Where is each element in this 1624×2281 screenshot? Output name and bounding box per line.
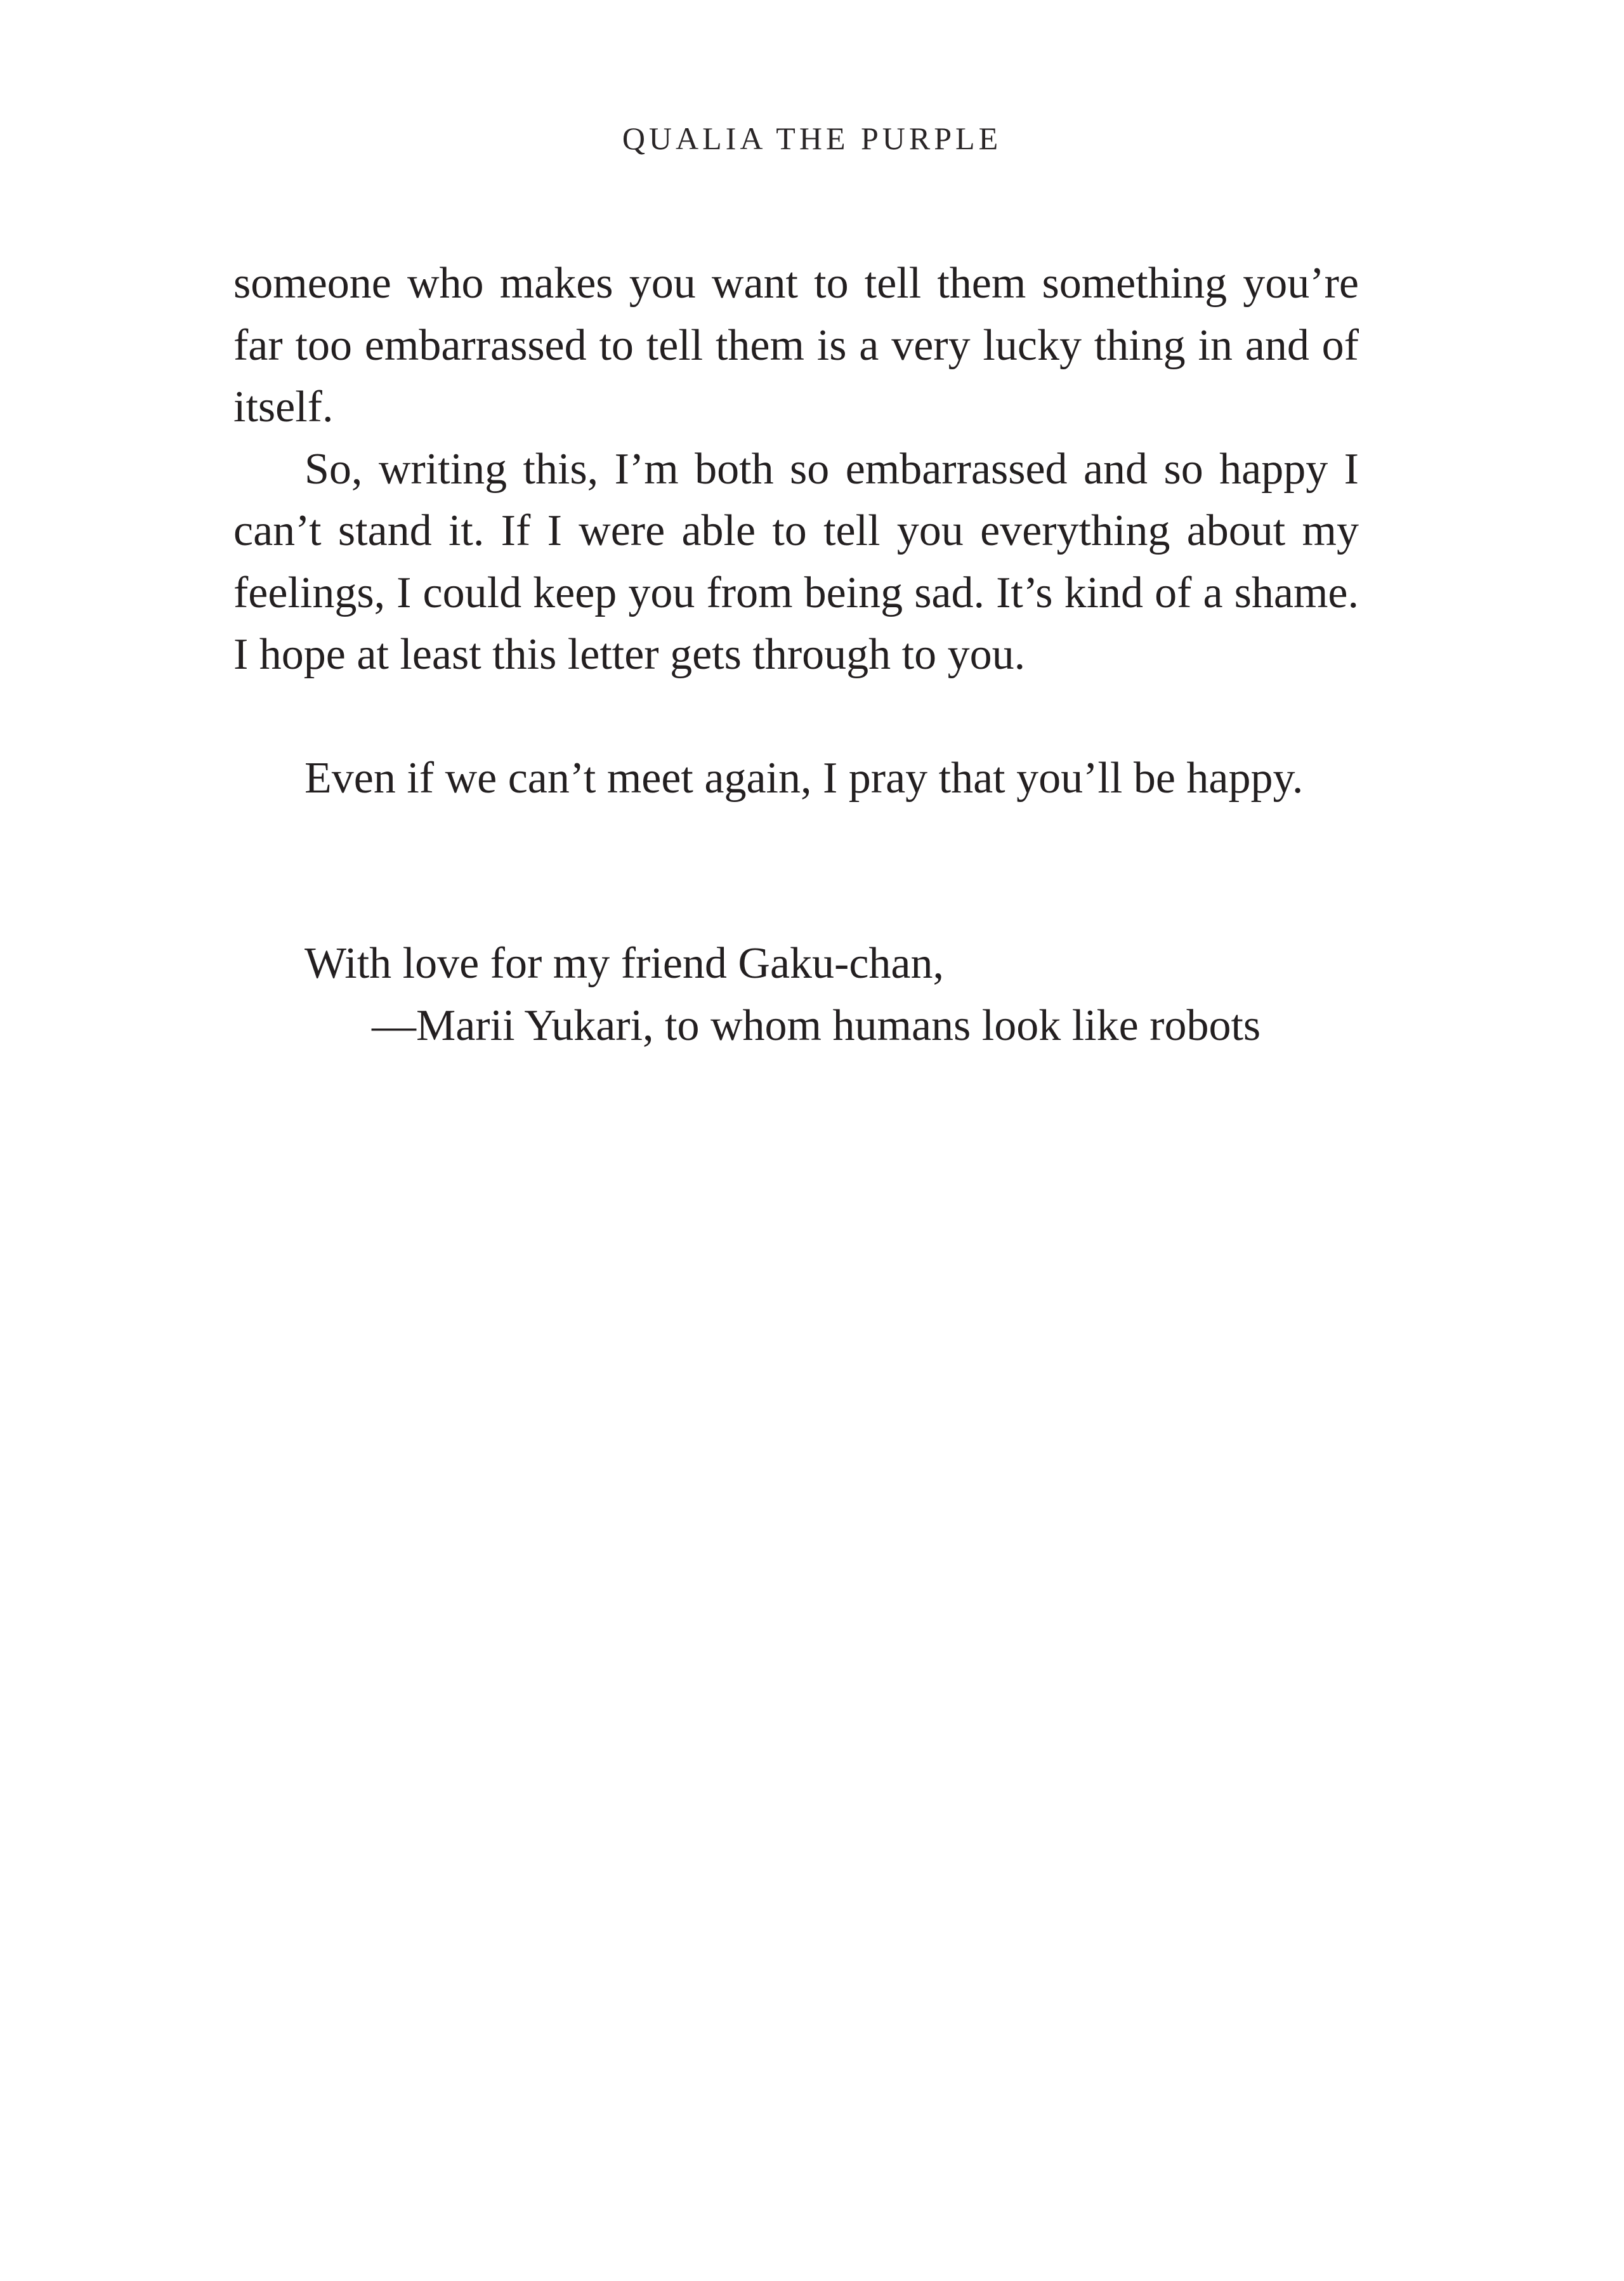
closing-spacer: [233, 809, 1359, 933]
paragraph-farewell: Even if we can’t meet again, I pray that you’ll be happy.: [304, 753, 1304, 803]
letter-signature: —Marii Yukari, to whom humans look like robots: [372, 1001, 1261, 1050]
letter-body: [233, 253, 1359, 1056]
paragraph-embarrassed: So, writing this, I’m both so embarrassed and so happy I can’t stand it. If I were able to tell you everything about my feelings, I could keep you from being sad. It’s kind of a shame. I hope at least this letter gets through to you.: [233, 444, 1359, 679]
letter-closing: With love for my friend Gaku-chan,: [304, 939, 944, 988]
paragraph-continuation: someone who makes you want to tell them something you’re far too embarrassed to tell them is a very lucky thing in and of itself.: [233, 259, 1359, 431]
running-head: QUALIA THE PURPLE: [622, 121, 1002, 156]
paragraph-spacer: [233, 686, 1359, 747]
